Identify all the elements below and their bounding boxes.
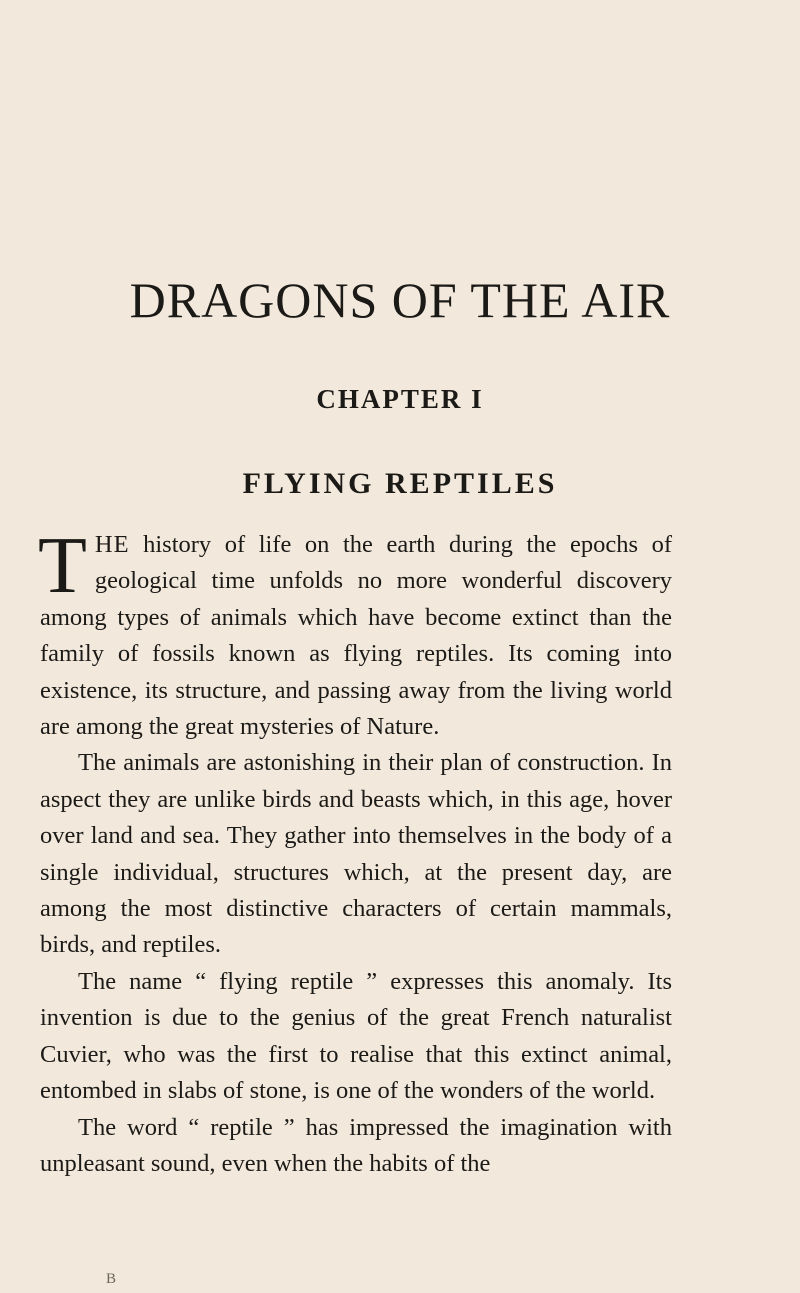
signature-mark: B — [106, 1271, 117, 1287]
chapter-label: CHAPTER I — [316, 384, 484, 414]
paragraph-1-text: history of life on the earth during the epochs of geological time unfolds no more wonderful discovery among types of animals which have become extinct than the family of fossils known as flying reptiles. Its coming into existence, its structure, and passing away from the living world are among the great mysteries of Nature. — [40, 531, 672, 741]
chapter-title: FLYING REPTILES — [242, 467, 558, 500]
paragraph-3: The name “ flying reptile ” expresses this anomaly. Its invention is due to the genius of the great French naturalist Cuvier, who was the first to realise that this extinct animal, entombed in slabs of stone, is one of the wonders of the world. — [40, 967, 672, 1105]
opening-small-caps: HE — [94, 531, 130, 558]
paragraph-2: The animals are astonishing in their plan of construction. In aspect they are unlike birds and beasts which, in this age, hover over land and sea. They gather into themselves in the body of a single individual, structures which, at the present day, are among the most distinctive characters of certain mammals, birds, and reptiles. — [40, 749, 672, 959]
body-text — [38, 522, 672, 1182]
paragraph-4: The word “ reptile ” has impressed the imagination with unpleasant sound, even when the habits of the — [40, 1113, 672, 1177]
book-title: DRAGONS OF THE AIR — [129, 272, 671, 328]
drop-cap: T — [38, 522, 87, 610]
paragraph-1 — [38, 522, 672, 745]
